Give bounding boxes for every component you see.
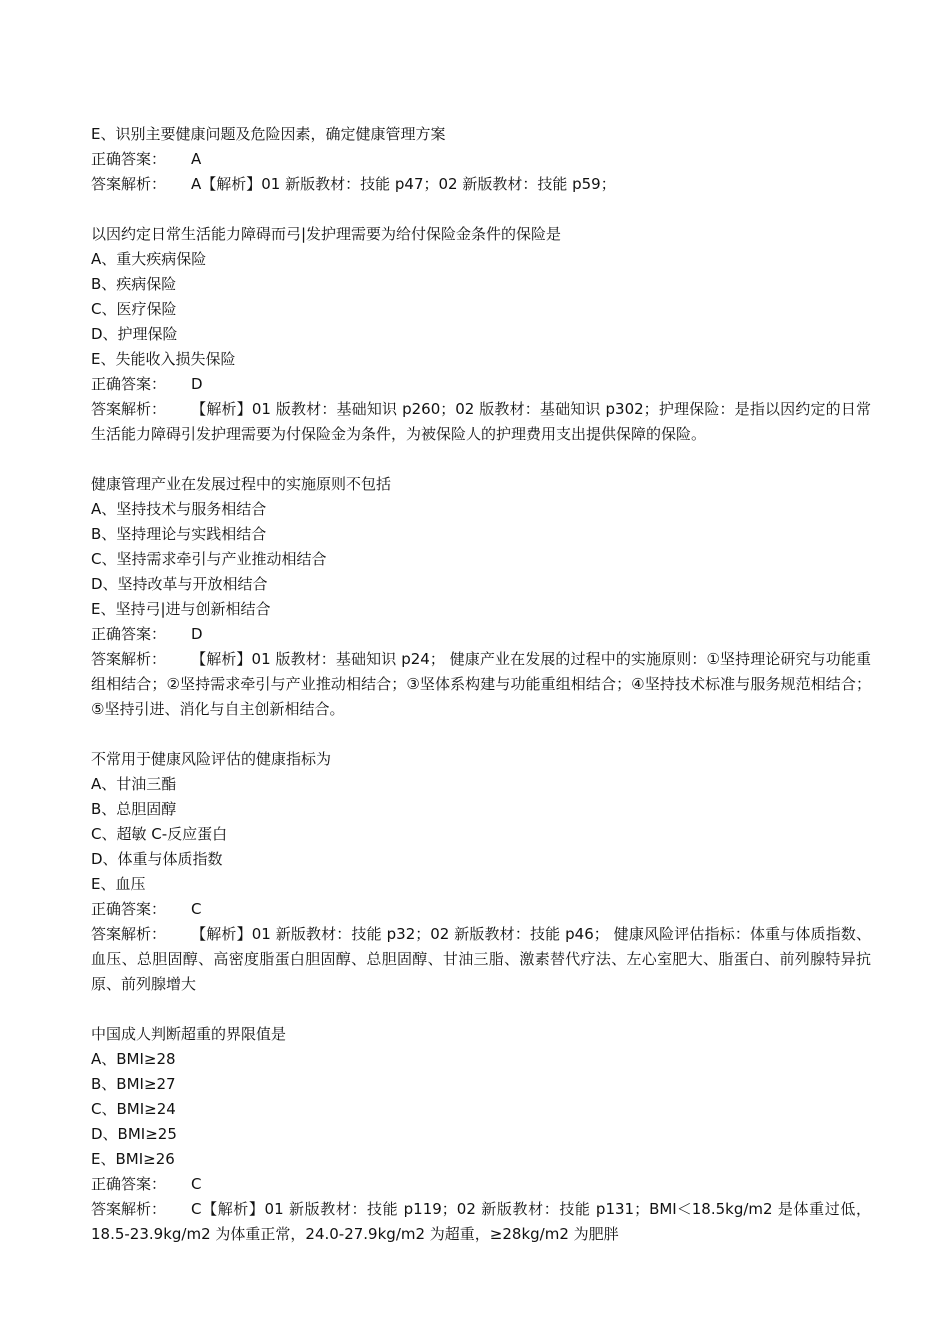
option-a: A、甘油三酯 [91,775,177,793]
option-d: D、体重与体质指数 [91,850,223,868]
answer-value: A [191,150,202,168]
explanation-text: 【解析】01 版教材：基础知识 p260；02 版教材：基础知识 p302；护理保险：是指以因约定的日常生活能力障碍引发护理需要为付保险金为条件，为被保险人的护理费用支出提供保障的保险。 [91,400,871,443]
answer-value: D [191,625,203,643]
explanation-row [91,172,871,197]
option-b: B、BMI≥27 [91,1075,176,1093]
answer-row [91,897,871,922]
answer-value: C [191,900,202,918]
answer-row [91,1172,871,1197]
question-text: 中国成人判断超重的界限值是 [91,1025,287,1043]
question-text: 以因约定日常生活能力障碍而弓|发护理需要为给付保险金条件的保险是 [91,225,562,243]
option-e: E、失能收入损失保险 [91,350,236,368]
option-a: A、坚持技术与服务相结合 [91,500,267,518]
option-a: A、重大疾病保险 [91,250,207,268]
document-page [91,122,871,1272]
option-e: E、BMI≥26 [91,1150,175,1168]
option-c: C、BMI≥24 [91,1100,176,1118]
explanation-text: A【解析】01 新版教材：技能 p47；02 新版教材：技能 p59； [191,175,616,193]
question-text: 不常用于健康风险评估的健康指标为 [91,750,332,768]
answer-label: 正确答案： [91,1175,167,1193]
answer-label: 正确答案： [91,900,167,918]
option-b: B、坚持理论与实践相结合 [91,525,267,543]
explanation-label: 答案解析： [91,925,167,943]
option-d: D、护理保险 [91,325,178,343]
option-e: E、坚持弓|进与创新相结合 [91,600,271,618]
explanation-label: 答案解析： [91,400,167,418]
option-a: A、BMI≥28 [91,1050,176,1068]
answer-row [91,372,871,397]
option-c: C、坚持需求牵引与产业推动相结合 [91,550,327,568]
option-b: B、总胆固醇 [91,800,177,818]
explanation-row [91,397,871,447]
question-block [91,222,871,447]
option-e: E、血压 [91,875,146,893]
answer-value: D [191,375,203,393]
explanation-label: 答案解析： [91,1200,167,1218]
option-d: D、坚持改革与开放相结合 [91,575,268,593]
question-block [91,747,871,997]
option-c: C、超敏 C-反应蛋白 [91,825,228,843]
answer-label: 正确答案： [91,375,167,393]
question-block [91,1022,871,1247]
explanation-text: C【解析】01 新版教材：技能 p119；02 新版教材：技能 p131；BMI＜18.5kg/m2 是体重过低，18.5-23.9kg/m2 为体重正常，24.0-27.9kg/m2 为超重，≥28kg/m2 为肥胖 [91,1200,871,1243]
explanation-row [91,922,871,997]
answer-row [91,622,871,647]
question-text: 健康管理产业在发展过程中的实施原则不包括 [91,475,392,493]
question-block [91,122,871,197]
explanation-text: 【解析】01 新版教材：技能 p32；02 新版教材：技能 p46； 健康风险评估指标：体重与体质指数、血压、总胆固醇、高密度脂蛋白胆固醇、总胆固醇、甘油三脂、激素替代疗法、左心室肥大、脂蛋白、前列腺特异抗原、前列腺增大 [91,925,871,993]
explanation-row [91,647,871,722]
question-block [91,472,871,722]
answer-row [91,147,871,172]
option-e: E、识别主要健康问题及危险因素，确定健康管理方案 [91,125,446,143]
option-c: C、医疗保险 [91,300,177,318]
option-d: D、BMI≥25 [91,1125,177,1143]
answer-value: C [191,1175,202,1193]
explanation-label: 答案解析： [91,650,167,668]
answer-label: 正确答案： [91,625,167,643]
explanation-row [91,1197,871,1247]
answer-label: 正确答案： [91,150,167,168]
option-b: B、疾病保险 [91,275,177,293]
explanation-text: 【解析】01 版教材：基础知识 p24； 健康产业在发展的过程中的实施原则：①坚持理论研究与功能重组相结合；②坚持需求牵引与产业推动相结合；③坚体系构建与功能重组相结合；④坚持技术标准与服务规范相结合；⑤坚持引进、消化与自主创新相结合。 [91,650,871,718]
explanation-label: 答案解析： [91,175,167,193]
